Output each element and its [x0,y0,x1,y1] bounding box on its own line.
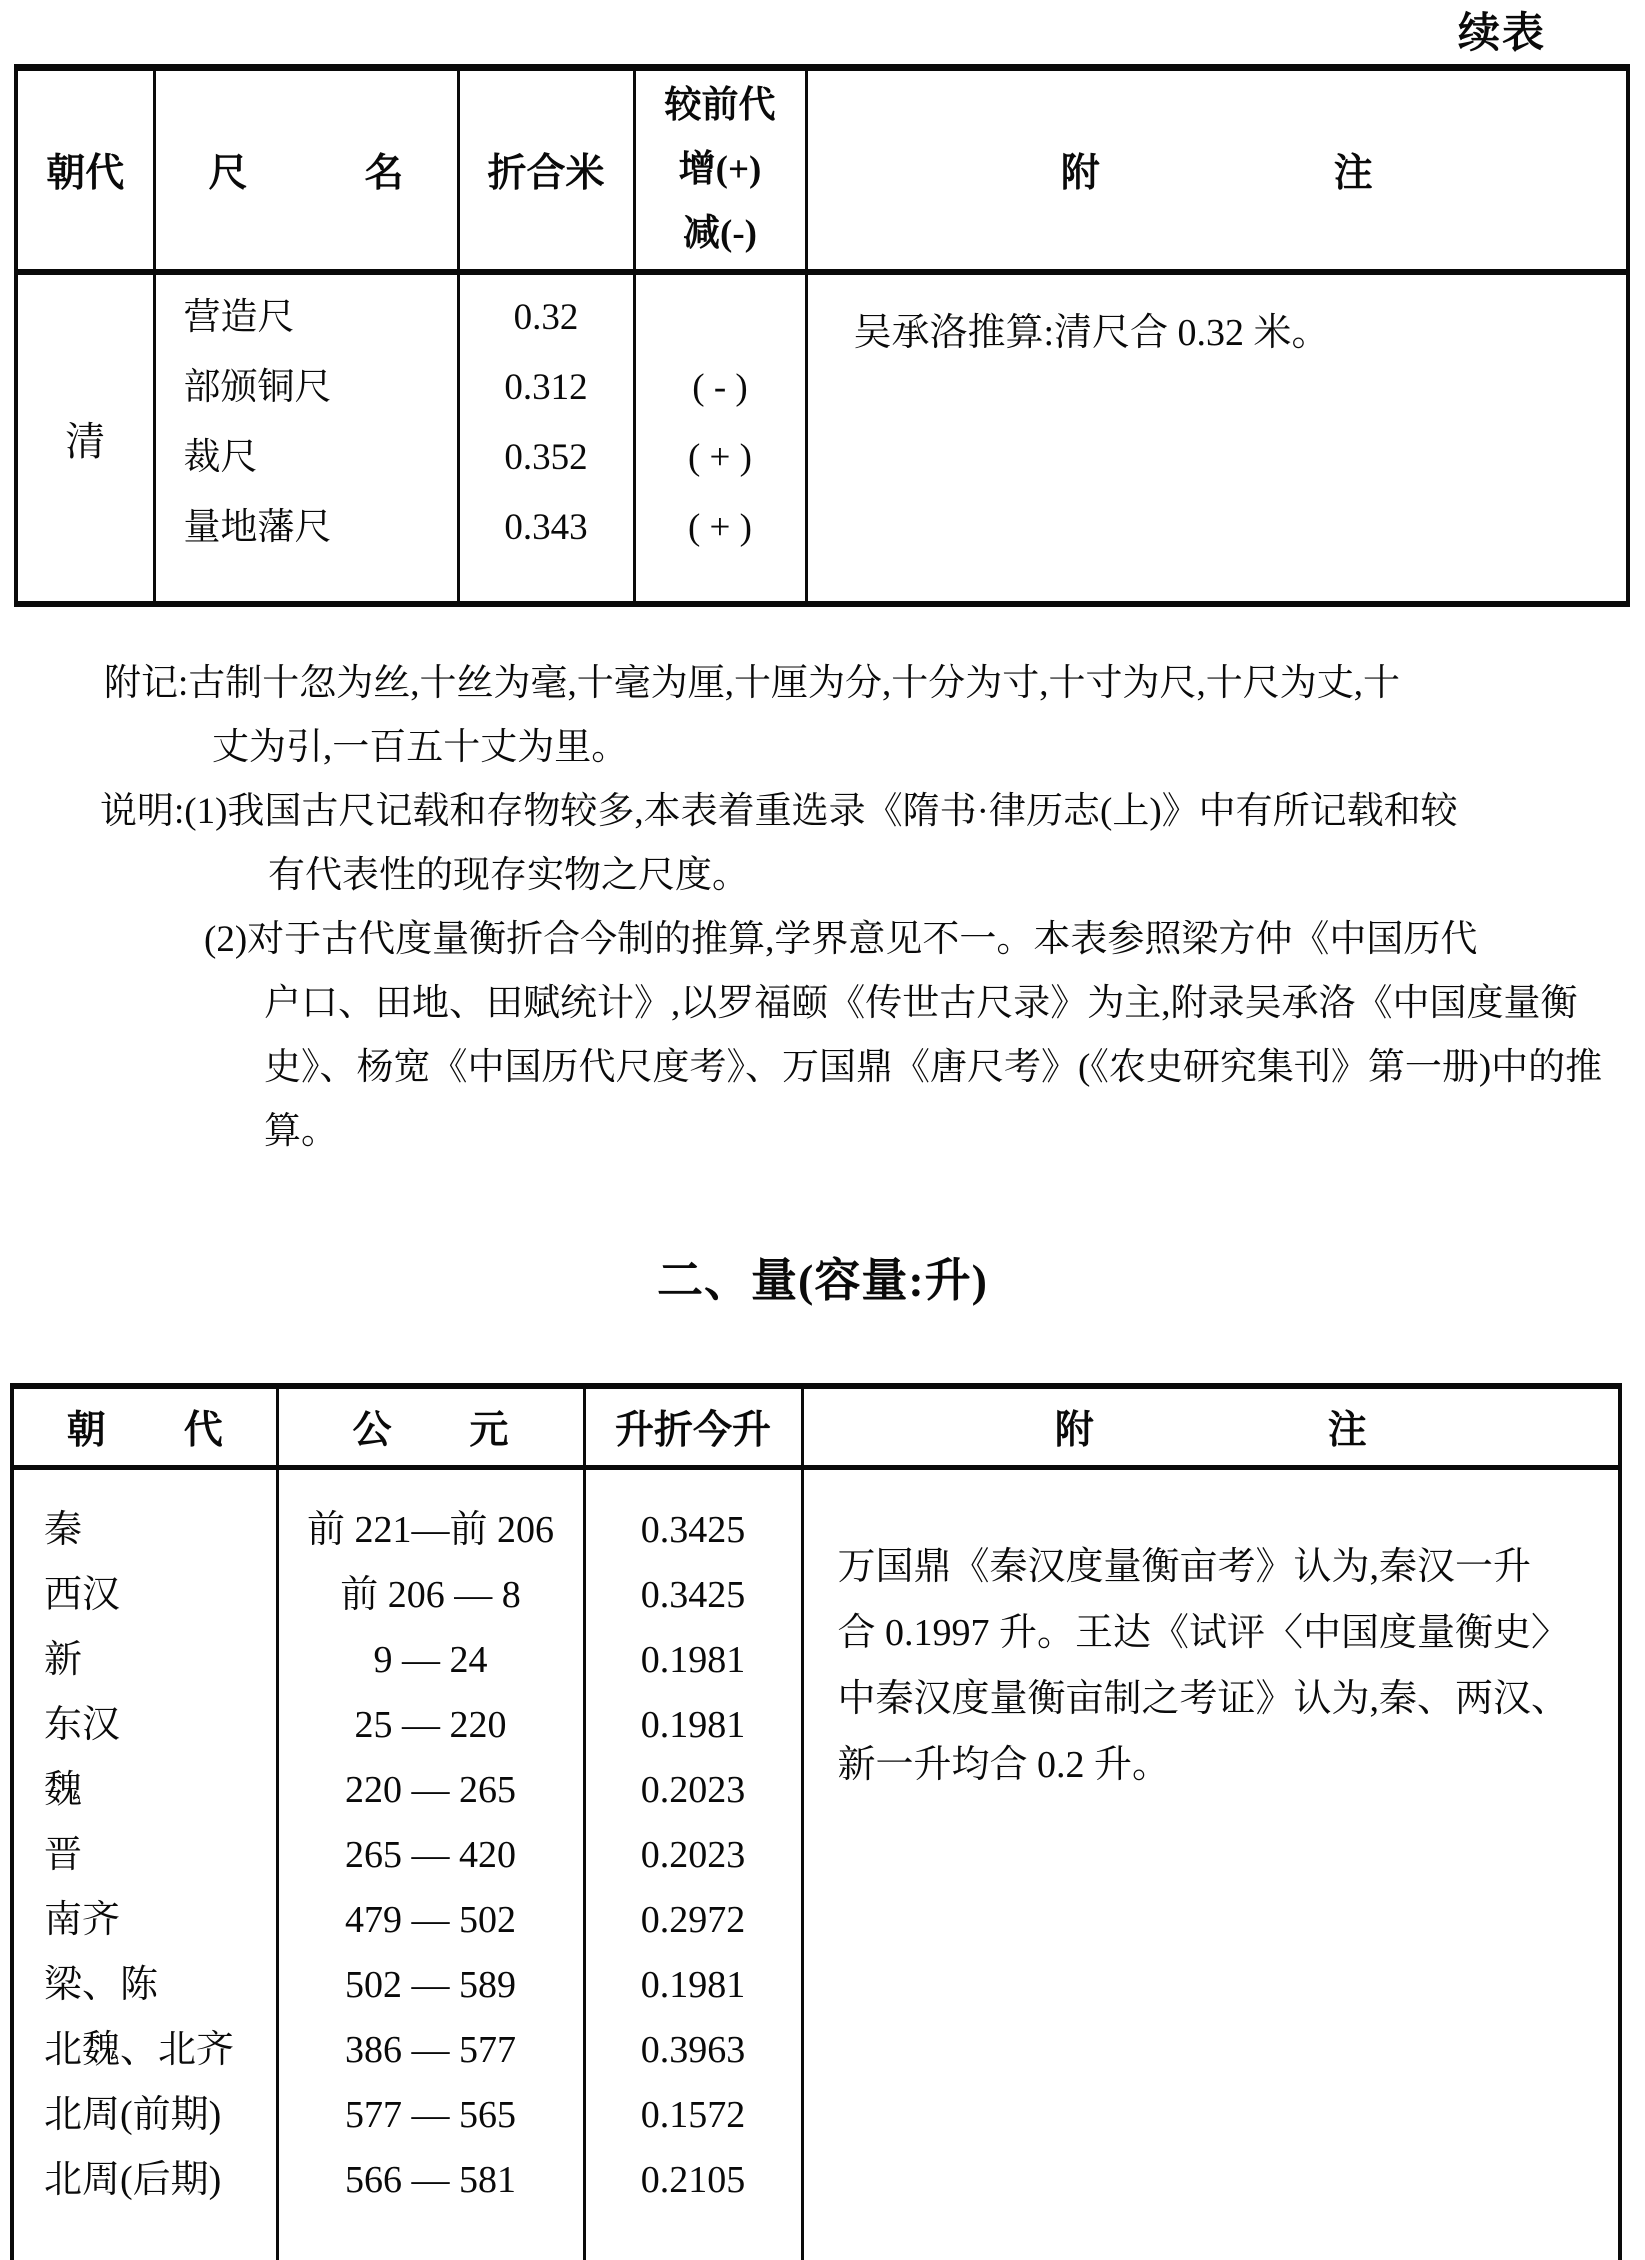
era-range: 265 — 420 [345,1834,516,1876]
conversion-value: 0.2972 [640,1899,746,1941]
meters-value: 0.32 [513,297,579,338]
delta-value [636,283,805,353]
conversion-value: 0.2023 [640,1834,746,1876]
dynasty-name: 南齐 [44,1899,121,1941]
length-header-meters: 折合米 [458,68,634,273]
appendix-line: 户口、田地、田赋统计》,以罗福颐《传世古尺录》为主,附录吴承洛《中国度量衡 [264,983,1578,1024]
length-note-cell: 吴承洛推算:清尺合 0.32 米。 [806,272,1628,604]
dynasty-name: 晋 [44,1834,83,1876]
era-range: 577 — 565 [345,2094,516,2136]
dynasty-name: 西汉 [44,1574,121,1616]
continued-table-label: 续表 [1458,11,1547,57]
volume-table-body-row [12,1468,1620,2260]
dynasty-name: 东汉 [44,1704,121,1746]
length-table-body-row [16,272,1628,604]
ruler-name: 部颁铜尺 [183,367,332,408]
conversion-value: 0.1981 [640,1964,746,2006]
volume-note-line: 新一升均合 0.2 升。 [837,1744,1171,1786]
length-dynasty-cell: 清 [65,418,106,464]
dynasty-name: 新 [44,1639,83,1681]
dynasty-name: 秦 [44,1509,83,1551]
length-header-delta-line2: 增(+) [678,149,762,190]
dynasty-name: 北魏、北齐 [44,2029,235,2071]
era-range: 566 — 581 [345,2159,516,2201]
length-header-dynasty: 朝代 [46,152,125,195]
delta-value: ( + ) [687,507,752,548]
conversion-value: 0.2105 [640,2159,746,2201]
volume-table [10,1383,1622,2260]
appendix-notes [0,652,1645,1164]
era-range: 386 — 577 [345,2029,516,2071]
dynasty-name: 北周(前期) [44,2094,222,2136]
appendix-line: 史》、杨宽《中国历代尺度考》、万国鼎《唐尺考》(《农史研究集刊》第一册)中的推 [264,1047,1603,1088]
conversion-value: 0.1572 [640,2094,746,2136]
era-range: 前 221—前 206 [306,1509,554,1551]
conversion-value: 0.1981 [640,1704,746,1746]
ruler-name: 裁尺 [183,437,258,478]
delta-value: ( + ) [687,437,752,478]
conversion-value: 0.2023 [640,1769,746,1811]
dynasty-column [14,1470,276,2213]
length-header-ruler: 尺 名 [154,68,458,273]
conversion-column [586,1470,801,2213]
volume-note-line: 万国鼎《秦汉度量衡亩考》认为,秦汉一升 [837,1546,1532,1588]
appendix-line: 算。 [264,1111,338,1152]
volume-note-line: 合 0.1997 升。王达《试评〈中国度量衡史〉 [837,1612,1570,1654]
length-header-delta-line3: 减(-) [683,213,757,254]
volume-table-header-row [12,1386,1620,1468]
volume-header-era: 公 元 [277,1386,584,1468]
era-range: 前 206 — 8 [340,1574,521,1616]
meters-value: 0.352 [504,437,588,478]
volume-header-note: 附 注 [802,1386,1620,1468]
length-header-delta-line1: 较前代 [664,85,776,126]
era-column [279,1470,583,2213]
ruler-name-column [156,275,457,563]
appendix-line: 说明:(1)我国古尺记载和存物较多,本表着重选录《隋书·律历志(上)》中有所记载和较 [100,791,1458,832]
era-range: 220 — 265 [345,1769,516,1811]
appendix-line: 附记:古制十忽为丝,十丝为毫,十毫为厘,十厘为分,十分为寸,十寸为尺,十尺为丈,十 [104,663,1401,704]
conversion-value: 0.3425 [640,1574,746,1616]
length-header-delta [634,68,806,273]
era-range: 479 — 502 [345,1899,516,1941]
length-table-header-row [16,68,1628,273]
dynasty-name: 梁、陈 [44,1964,159,2006]
delta-column [636,275,805,563]
ruler-name: 量地藩尺 [183,507,332,548]
section-title: 二、量(容量:升) [657,1255,988,1306]
dynasty-name: 北周(后期) [44,2159,222,2201]
appendix-line: 丈为引,一百五十丈为里。 [212,727,629,768]
appendix-line: 有代表性的现存实物之尺度。 [268,855,749,896]
meters-value: 0.343 [504,507,588,548]
conversion-value: 0.1981 [640,1639,746,1681]
era-range: 9 — 24 [373,1639,488,1681]
volume-header-conversion: 升折今升 [584,1386,802,1468]
appendix-line: (2)对于古代度量衡折合今制的推算,学界意见不一。本表参照梁方仲《中国历代 [204,919,1478,960]
length-header-note: 附 注 [806,68,1628,273]
meters-value: 0.312 [504,367,588,408]
ruler-name: 营造尺 [183,297,295,338]
era-range: 25 — 220 [354,1704,507,1746]
conversion-value: 0.3963 [640,2029,746,2071]
dynasty-name: 魏 [44,1769,83,1811]
delta-value: ( - ) [692,367,748,408]
volume-header-dynasty: 朝 代 [66,1409,223,1452]
meters-column [460,275,633,563]
volume-note-line: 中秦汉度量衡亩制之考证》认为,秦、两汉、 [837,1678,1570,1720]
volume-note-cell [802,1468,1620,2260]
conversion-value: 0.3425 [640,1509,746,1551]
era-range: 502 — 589 [345,1964,516,2006]
length-table [14,64,1630,607]
